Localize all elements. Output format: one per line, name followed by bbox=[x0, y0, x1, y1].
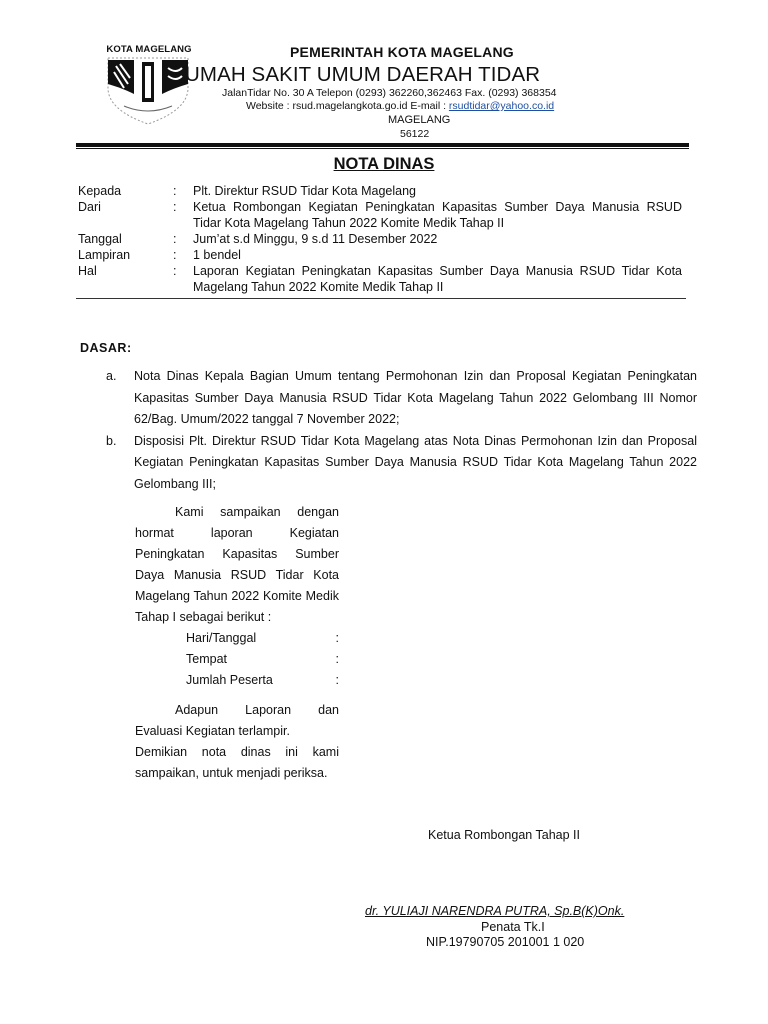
hospital-contact bbox=[246, 100, 554, 112]
memo-field-kepada: Kepada : Plt. Direktur RSUD Tidar Kota Magelang bbox=[78, 184, 417, 198]
logo-text: KOTA MAGELANG bbox=[106, 44, 192, 55]
list-item: b. Disposisi Plt. Direktur RSUD Tidar Kota Magelang atas Nota Dinas Permohonan Izin dan Proposal Kegiatan Peningkatan Kapasitas Sumber Daya Manusia RSUD Tidar Kota Magelang Tahun 2022 Gelombang III; bbox=[106, 433, 697, 491]
city-emblem-icon bbox=[104, 44, 194, 128]
city-logo bbox=[104, 44, 194, 128]
detail-row-tempat: Tempat : bbox=[186, 652, 339, 666]
memo-field-dari: Dari : Ketua Rombongan Kegiatan Peningkatan Kapasitas Sumber Daya Manusia RSUD Tidar Kota Magelang Tahun 2022 Komite Medik Tahap II bbox=[78, 200, 682, 230]
postal-code: 56122 bbox=[400, 128, 430, 140]
city-name: MAGELANG bbox=[388, 114, 451, 126]
website-text: Website : rsud.magelangkota.go.id E-mail : bbox=[246, 100, 449, 112]
body-closing-attachment: Adapun Laporan dan Evaluasi Kegiatan terlampir. bbox=[135, 703, 339, 738]
hospital-address: JalanTidar No. 30 A Telepon (0293) 362260,362463 Fax. (0293) 368354 bbox=[222, 87, 557, 99]
dasar-list bbox=[106, 366, 697, 495]
memo-fields-divider bbox=[76, 298, 686, 299]
list-item: a. Nota Dinas Kepala Bagian Umum tentang Permohonan Izin dan Proposal Kegiatan Peningkatan Kapasitas Sumber Daya Manusia RSUD Tidar Kota Magelang Tahun 2022 Gelombang III Nomor 62/Bag. Umum/2022 tanggal 7 November 2022; bbox=[106, 369, 697, 426]
memo-body bbox=[135, 502, 339, 784]
letterhead-rule-thick bbox=[76, 143, 689, 147]
memo-field-tanggal: Tanggal : Jum’at s.d Minggu, 9 s.d 11 Desember 2022 bbox=[78, 232, 438, 246]
signatory-rank: Penata Tk.I bbox=[481, 920, 545, 934]
signatory-position: Ketua Rombongan Tahap II bbox=[428, 828, 580, 842]
dasar-heading: DASAR: bbox=[80, 341, 132, 355]
letterhead-rule-thin bbox=[76, 148, 689, 149]
body-closing-statement: Demikian nota dinas ini kami sampaikan, untuk menjadi periksa. bbox=[135, 745, 339, 780]
memo-fields bbox=[78, 183, 682, 295]
email-link[interactable]: rsudtidar@yahoo.co.id bbox=[448, 100, 555, 112]
body-intro: Kami sampaikan dengan hormat laporan Kegiatan Peningkatan Kapasitas Sumber Daya Manusia RSUD Tidar Kota Magelang Tahun 2022 Komite Medik Tahap I sebagai berikut : bbox=[135, 505, 339, 624]
signatory-name: dr. YULIAJI NARENDRA PUTRA, Sp.B(K)Onk. bbox=[365, 904, 625, 918]
memo-field-hal: Hal : Laporan Kegiatan Peningkatan Kapasitas Sumber Daya Manusia RSUD Tidar Kota Magelang Tahun 2022 Komite Medik Tahap II bbox=[78, 264, 682, 294]
signatory-nip: NIP.19790705 201001 1 020 bbox=[426, 935, 585, 949]
detail-row-jumlah-peserta: Jumlah Peserta : bbox=[186, 673, 339, 687]
government-name: PEMERINTAH KOTA MAGELANG bbox=[290, 44, 514, 60]
detail-row-hari-tanggal: Hari/Tanggal : bbox=[186, 631, 339, 645]
hospital-name: UMAH SAKIT UMUM DAERAH TIDAR bbox=[185, 63, 541, 86]
memo-field-lampiran: Lampiran : 1 bendel bbox=[78, 248, 241, 262]
document-title: NOTA DINAS bbox=[333, 155, 435, 173]
